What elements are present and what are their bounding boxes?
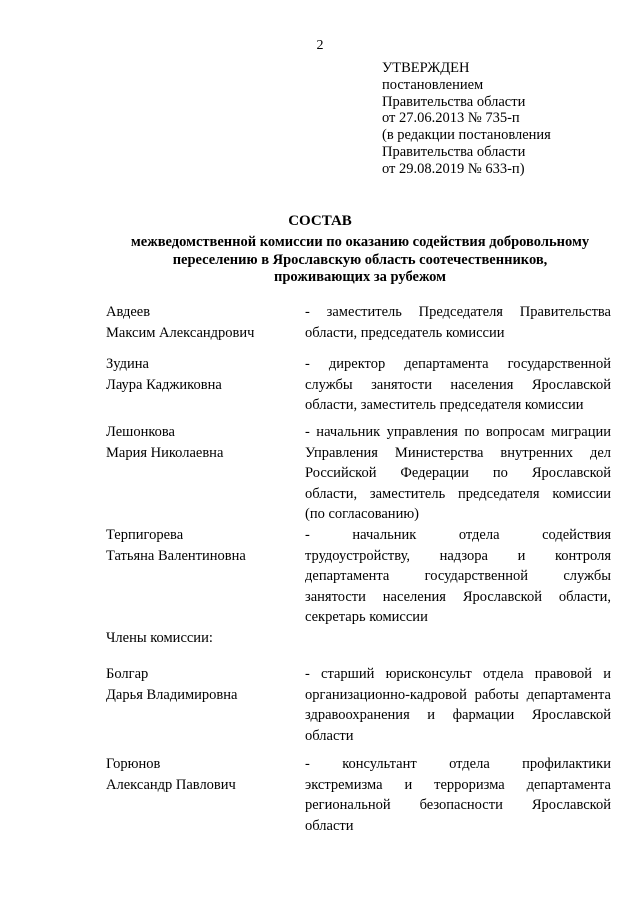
member-role [305, 754, 611, 836]
member-role [305, 422, 611, 525]
page-number: 2 [316, 38, 324, 53]
role-line: экстремизма и терроризма департамента [305, 776, 611, 793]
role-line: - начальник управления по вопросам миграции [305, 424, 611, 440]
approval-line: постановлением [382, 76, 484, 93]
role-line: - директор департамента государственной [305, 356, 611, 372]
member-name [106, 664, 296, 705]
role-line: - заместитель Председателя Правительства [305, 304, 611, 320]
member-name [106, 354, 296, 395]
member-given-name: Дарья Владимировна [106, 686, 238, 703]
role-line: Управления Министерства внутренних дел [305, 444, 611, 461]
member-given-name: Лаура Каджиковна [106, 376, 222, 393]
member-given-name: Максим Александрович [106, 324, 255, 341]
member-role [305, 664, 611, 746]
member-name [106, 754, 296, 795]
approval-line: Правительства области [382, 143, 526, 160]
member-surname: Зудина [106, 356, 149, 372]
member-name [106, 422, 296, 463]
role-line: области, заместитель председателя комиссии [305, 397, 584, 413]
role-line: занятости населения Ярославской области, [305, 588, 611, 605]
role-line: трудоустройству, надзора и контроля [305, 547, 611, 564]
subtitle-line: проживающих за рубежом [274, 269, 446, 285]
role-line: службы занятости населения Ярославской [305, 376, 611, 393]
member-surname: Лешонкова [106, 424, 175, 440]
member-given-name: Татьяна Валентиновна [106, 547, 246, 564]
member-role [305, 354, 611, 416]
role-line: области [305, 817, 354, 834]
subtitle-line: переселению в Ярославскую область соотечественников, [172, 251, 548, 268]
member-surname: Авдеев [106, 304, 151, 320]
approval-line: (в редакции постановления [382, 127, 551, 144]
member-given-name: Александр Павлович [106, 776, 236, 793]
members-heading: Члены комиссии: [106, 630, 213, 646]
member-surname: Терпигорева [106, 527, 184, 543]
role-line: региональной безопасности Ярославской [305, 797, 611, 813]
member-role [305, 302, 611, 343]
member-given-name: Мария Николаевна [106, 444, 224, 461]
role-line: секретарь комиссии [305, 609, 428, 625]
role-line: области, заместитель председателя комиссии [305, 485, 611, 502]
role-line: организационно-кадровой работы департамента [305, 686, 611, 703]
role-line: области [305, 727, 354, 744]
role-line: - старший юрисконсульт отдела правовой и [305, 666, 611, 682]
member-name [106, 302, 296, 343]
approval-line: УТВЕРЖДЕН [382, 60, 470, 76]
document-title: СОСТАВ [288, 213, 352, 229]
role-line: Российской Федерации по Ярославской [305, 465, 611, 481]
member-surname: Горюнов [106, 756, 161, 772]
role-line: департамента государственной службы [305, 568, 611, 584]
document-subtitle [60, 234, 640, 287]
member-role [305, 525, 611, 628]
approval-line: от 29.08.2019 № 633-п) [382, 160, 525, 177]
subtitle-line: межведомственной комиссии по оказанию содействия добровольному [130, 234, 590, 250]
role-line: области, председатель комиссии [305, 324, 505, 341]
member-surname: Болгар [106, 666, 149, 682]
member-name [106, 525, 296, 566]
role-line: - консультант отдела профилактики [305, 756, 611, 772]
approval-block [382, 60, 551, 178]
role-line: здравоохранения и фармации Ярославской [305, 707, 611, 723]
approval-line: от 27.06.2013 № 735-п [382, 110, 520, 127]
approval-line: Правительства области [382, 93, 526, 110]
role-line: (по согласованию) [305, 506, 419, 522]
role-line: - начальник отдела содействия [305, 527, 611, 543]
